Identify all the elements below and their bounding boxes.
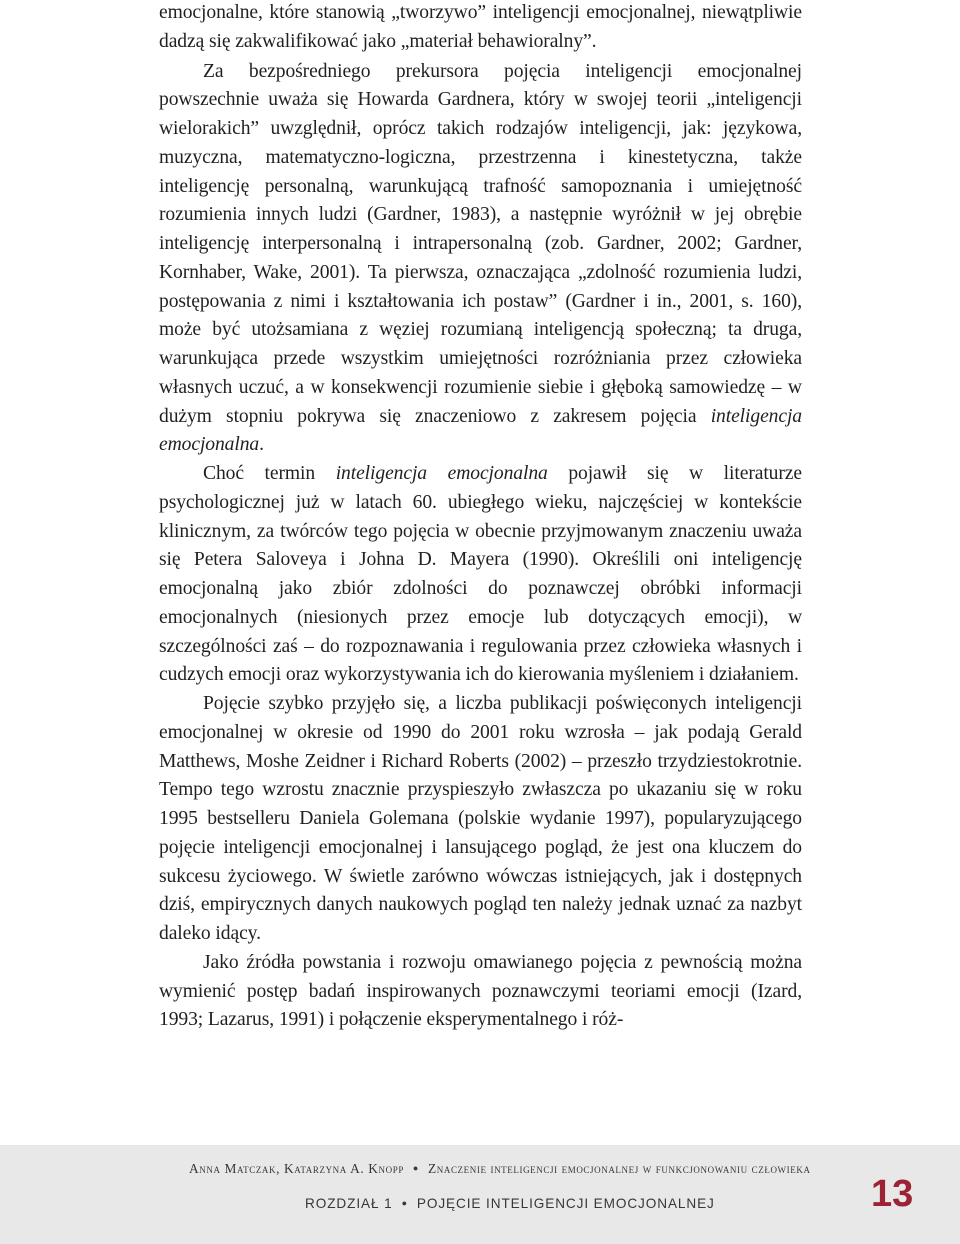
footer-chapter-number: ROZDZIAŁ 1 (305, 1196, 393, 1211)
footer-authors: Anna Matczak, Katarzyna A. Knopp (189, 1161, 404, 1176)
footer-bullet: ● (412, 1163, 419, 1173)
paragraph-salovey-mayer (159, 460, 802, 690)
paragraph-sources: Jako źródła powstania i rozwoju omawianego pojęcia z pewnością można wymienić postęp badań inspirowanych poznawczymi teoriami emocji (Izard, 1993; Lazarus, 1991) i połączenie eksperymentalnego i róż- (159, 951, 802, 1031)
footer-running-title (189, 1161, 811, 1177)
paragraph-gardner-end: . (259, 434, 264, 456)
footer-bullet-2: ● (401, 1198, 408, 1208)
paragraph-gardner (159, 58, 802, 461)
footer-chapter-title: POJĘCIE INTELIGENCJI EMOCJONALNEJ (416, 1196, 715, 1211)
footer-band (0, 1145, 960, 1244)
page-number: 13 (871, 1173, 914, 1215)
term-emotional-intelligence-2: inteligencja emocjonalna (335, 463, 548, 484)
term-emotional-intelligence: inteligencja emocjonalna (159, 405, 802, 456)
footer-book-title: Znaczenie inteligencji emocjonalnej w funkcjonowaniu człowieka (427, 1161, 811, 1176)
main-text (159, 0, 802, 1035)
paragraph-gardner-text: Za bezpośredniego prekursora pojęcia inteligencji emocjonalnej powszechnie uważa się Howarda Gardnera, który w swojej teorii „inteligencji wielorakich” uwzględnił, oprócz takich rodzajów inteligencji, jak: językowa, muzyczna, matematyczno-logiczna, przestrzenna i kinestetyczna, także inteligencję personalną, warunkującą trafność samopoznania i umiejętność rozumienia innych ludzi (Gardner, 1983), a następnie wyróżnił w jej obrębie inteligencję interpersonalną i intrapersonalną (zob. Gardner, 2002; Gardner, Kornhaber, Wake, 2001). Ta pierwsza, oznaczająca „zdolność rozumienia ludzi, postępowania z nimi i kształtowania ich postaw” (Gardner i in., 2001, s. 160), może być utożsamiana z węziej rozumianą inteligencją społeczną; ta druga, warunkująca przede wszystkim umiejętności rozróżniania przez człowieka własnych uczuć, a w konsekwencji rozumienie siebie i głęboką samowiedzę – w dużym stopniu pokrywa się znaczeniowo z zakresem pojęcia (159, 60, 802, 427)
paragraph-salovey-mayer-rest: pojawił się w literaturze psychologicznej już w latach 60. ubiegłego wieku, najczęściej w kontekście klinicznym, za twórców tego pojęcia w obecnie przyjmowanym znaczeniu uważa się Petera Saloveya i Johna D. Mayera (1990). Określili oni inteligencję emocjonalną jako zbiór zdolności do poznawczej obróbki informacji emocjonalnych (niesionych przez emocje lub dotyczących emocji), w szczególności zaś – do rozpoznawania i regulowania przez człowieka własnych i cudzych emocji oraz wykorzystywania ich do kierowania myśleniem i działaniem. (159, 463, 802, 686)
paragraph-publications: Pojęcie szybko przyjęło się, a liczba publikacji poświęconych inteligencji emocjonalnej w okresie od 1990 do 2001 roku wzrosła – jak podają Gerald Matthews, Moshe Zeidner i Richard Roberts (2002) – przeszło trzydziestokrotnie. Tempo tego wzrostu znacznie przyspieszyło zwłaszcza po ukazaniu się w roku 1995 bestselleru Daniela Golemana (polskie wydanie 1997), popularyzującego pojęcie inteligencji emocjonalnej i lansującego pogląd, że jest ona kluczem do sukcesu życiowego. W świetle zarówno wówczas istniejących, jak i dostępnych dziś, empirycznych danych naukowych pogląd ten należy jednak uznać za nazbyt daleko idący. (159, 693, 802, 944)
paragraph-salovey-mayer-start: Choć termin (203, 463, 336, 484)
footer-chapter (305, 1196, 715, 1211)
paragraph-continued: emocjonalne, które stanowią „tworzywo” inteligencji emocjonalnej, niewątpliwie dadzą się zakwalifikować jako „materiał behawioralny”. (159, 2, 802, 52)
